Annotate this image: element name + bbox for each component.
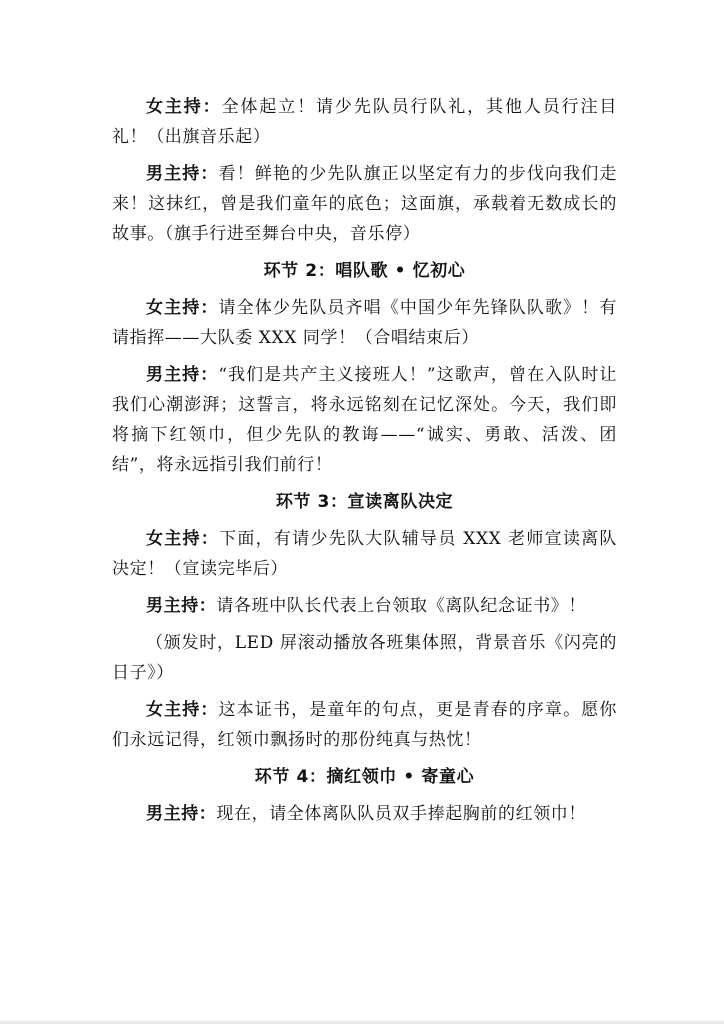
speaker-label: 女主持： — [146, 97, 222, 117]
paragraph-text: （颁发时，LED 屏滚动播放各班集体照，背景音乐《闪亮的日子》） — [112, 633, 617, 683]
paragraph-text: 请各班中队长代表上台领取《离队纪念证书》！ — [216, 596, 587, 616]
paragraph-4 — [112, 360, 617, 480]
paragraph-5 — [112, 524, 617, 584]
speaker-label: 男主持： — [146, 804, 217, 824]
paragraph-3 — [112, 293, 617, 353]
paragraph-2 — [112, 159, 617, 249]
speaker-label: 女主持： — [146, 529, 220, 549]
paragraph-text: 全体起立！请少先队员行队礼，其他人员行注目礼！（出旗音乐起） — [112, 97, 617, 147]
paragraph-1 — [112, 92, 617, 152]
paragraph-7 — [112, 628, 617, 688]
paragraph-text: 这本证书，是童年的句点，更是青春的序章。愿你们永远记得，红领巾飘扬时的那份纯真与热忱！ — [112, 700, 617, 750]
paragraph-text: 现在，请全体离队队员双手捧起胸前的红领巾！ — [216, 804, 587, 824]
speaker-label: 男主持： — [146, 164, 219, 184]
paragraph-text: 请全体少先队员齐唱《中国少年先锋队队歌》！有请指挥——大队委 XXX 同学！（合唱结束后） — [112, 298, 617, 348]
paragraph-text: “我们是共产主义接班人！”这歌声，曾在入队时让我们心潮澎湃；这誓言，将永远铭刻在记忆深处。今天，我们即将摘下红领巾，但少先队的教诲——“诚实、勇敢、活泼、团结”，将永远指引我们前行！ — [112, 365, 617, 475]
speaker-label: 男主持： — [146, 596, 217, 616]
paragraph-text: 下面，有请少先队大队辅导员 XXX 老师宣读离队决定！（宣读完毕后） — [112, 529, 618, 579]
paragraph-6 — [112, 591, 617, 621]
speaker-label: 女主持： — [146, 700, 219, 720]
paragraph-9 — [112, 799, 617, 829]
section-heading-2: 环节 2：唱队歌 • 忆初心 — [263, 261, 466, 281]
paragraph-8 — [112, 695, 617, 755]
section-heading-4: 环节 4：摘红领巾 • 寄童心 — [254, 767, 475, 787]
speaker-label: 男主持： — [146, 365, 219, 385]
paragraph-text: 看！鲜艳的少先队旗正以坚定有力的步伐向我们走来！这抹红，曾是我们童年的底色；这面旗，承载着无数成长的故事。（旗手行进至舞台中央，音乐停） — [112, 164, 617, 244]
section-heading-3: 环节 3：宣读离队决定 — [275, 492, 454, 512]
speaker-label: 女主持： — [146, 298, 219, 318]
document-page — [112, 92, 617, 836]
